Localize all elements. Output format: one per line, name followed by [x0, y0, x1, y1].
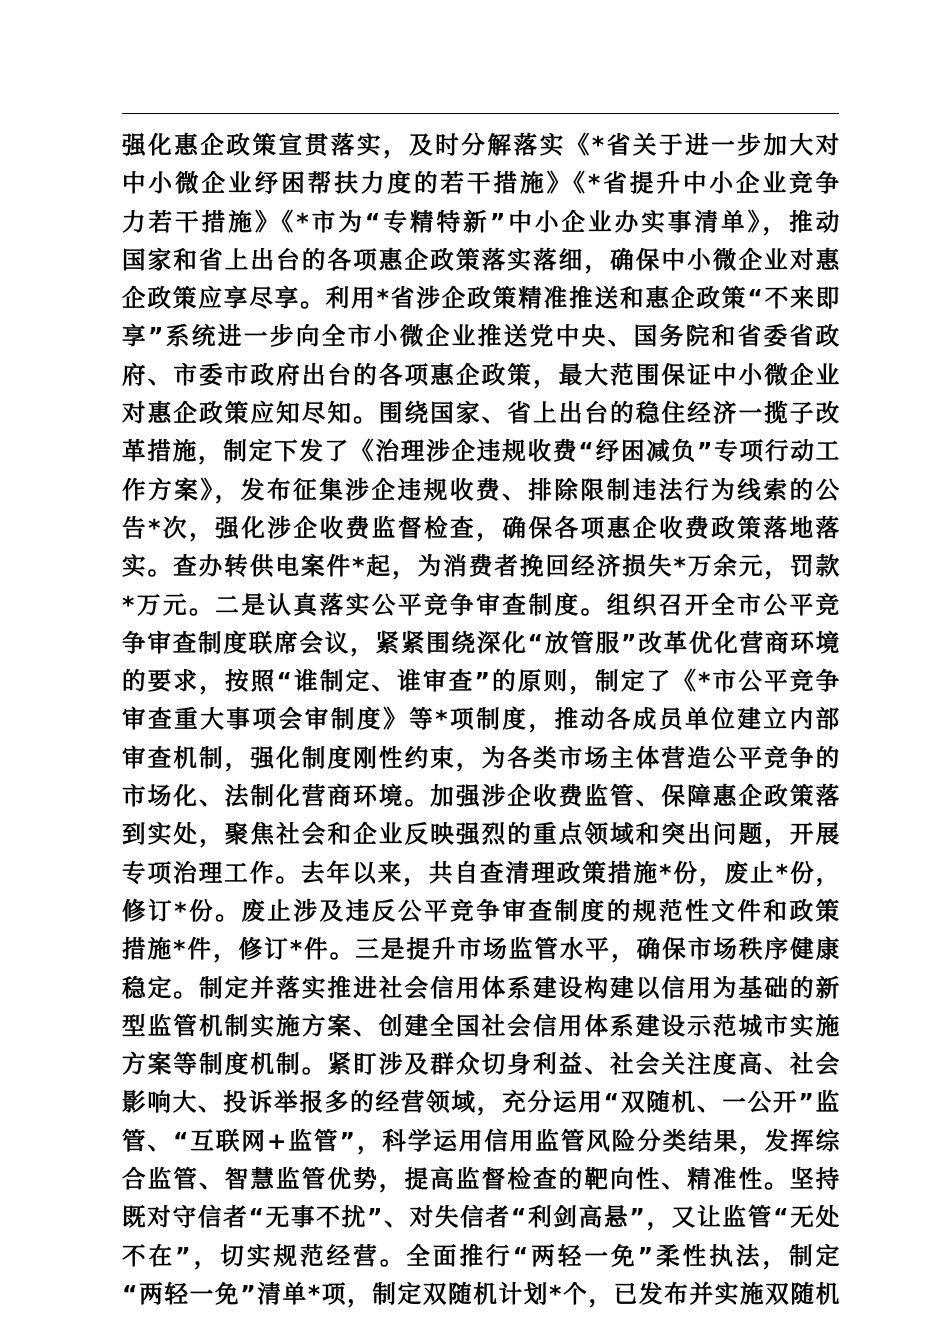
text-line: 专项治理工作。去年以来，共自查清理政策措施*份，废止*份，	[122, 858, 839, 887]
text-line: *万元。二是认真落实公平竞争审查制度。组织召开全市公平竞	[122, 590, 839, 619]
text-line: 稳定。制定并落实推进社会信用体系建设构建以信用为基础的新	[122, 973, 839, 1002]
text-line: 合监管、智慧监管优势，提高监督检查的靶向性、精准性。坚持	[122, 1165, 839, 1194]
text-line: 型监管机制实施方案、创建全国社会信用体系建设示范城市实施	[122, 1011, 839, 1040]
text-line: 力若干措施》《*市为“专精特新”中小企业办实事清单》，推动	[122, 207, 839, 236]
text-line: 对惠企政策应知尽知。围绕国家、省上出台的稳住经济一揽子改	[122, 399, 839, 428]
text-line: 的要求，按照“谁制定、谁审查”的原则，制定了《*市公平竞争	[122, 667, 839, 696]
text-line: 方案等制度机制。紧盯涉及群众切身利益、社会关注度高、社会	[122, 1050, 839, 1079]
text-line: 告*次，强化涉企收费监督检查，确保各项惠企收费政策落地落	[122, 513, 839, 542]
header-rule	[122, 113, 839, 114]
text-line: 国家和省上出台的各项惠企政策落实落细，确保中小微企业对惠	[122, 245, 839, 274]
text-line: 管、“互联网+监管”，科学运用信用监管风险分类结果，发挥综	[122, 1126, 839, 1155]
text-line: 审查机制，强化制度刚性约束，为各类市场主体营造公平竞争的	[122, 743, 839, 772]
text-line: 措施*件，修订*件。三是提升市场监管水平，确保市场秩序健康	[122, 935, 839, 964]
text-line: 争审查制度联席会议，紧紧围绕深化“放管服”改革优化营商环境	[122, 628, 839, 657]
text-line: 中小微企业纾困帮扶力度的若干措施》《*省提升中小企业竞争	[122, 169, 839, 198]
text-line: 革措施，制定下发了《治理涉企违规收费“纾困减负”专项行动工	[122, 437, 839, 466]
text-line: 审查重大事项会审制度》等*项制度，推动各成员单位建立内部	[122, 705, 839, 734]
text-line: 影响大、投诉举报多的经营领域，充分运用“双随机、一公开”监	[122, 1088, 839, 1117]
text-line: 既对守信者“无事不扰”、对失信者“利剑高悬”，又让监管“无处	[122, 1203, 839, 1232]
text-line: 作方案》，发布征集涉企违规收费、排除限制违法行为线索的公	[122, 475, 839, 504]
text-line: 强化惠企政策宣贯落实，及时分解落实《*省关于进一步加大对	[122, 131, 839, 159]
text-line: 企政策应享尽享。利用*省涉企政策精准推送和惠企政策“不来即	[122, 284, 839, 313]
text-line: “两轻一免”清单*项，制定双随机计划*个，已发布并实施双随机	[122, 1279, 839, 1308]
text-line: 修订*份。废止涉及违反公平竞争审查制度的规范性文件和政策	[122, 896, 839, 925]
text-line: 到实处，聚焦社会和企业反映强烈的重点领域和突出问题，开展	[122, 820, 839, 849]
text-line: 不在”，切实规范经营。全面推行“两轻一免”柔性执法，制定	[122, 1241, 839, 1270]
text-line: 市场化、法制化营商环境。加强涉企收费监管、保障惠企政策落	[122, 782, 839, 811]
text-line: 实。查办转供电案件*起，为消费者挽回经济损失*万余元，罚款	[122, 552, 839, 581]
text-line: 享”系统进一步向全市小微企业推送党中央、国务院和省委省政	[122, 322, 839, 351]
body-paragraph	[122, 126, 839, 1313]
text-line: 府、市委市政府出台的各项惠企政策，最大范围保证中小微企业	[122, 360, 839, 389]
